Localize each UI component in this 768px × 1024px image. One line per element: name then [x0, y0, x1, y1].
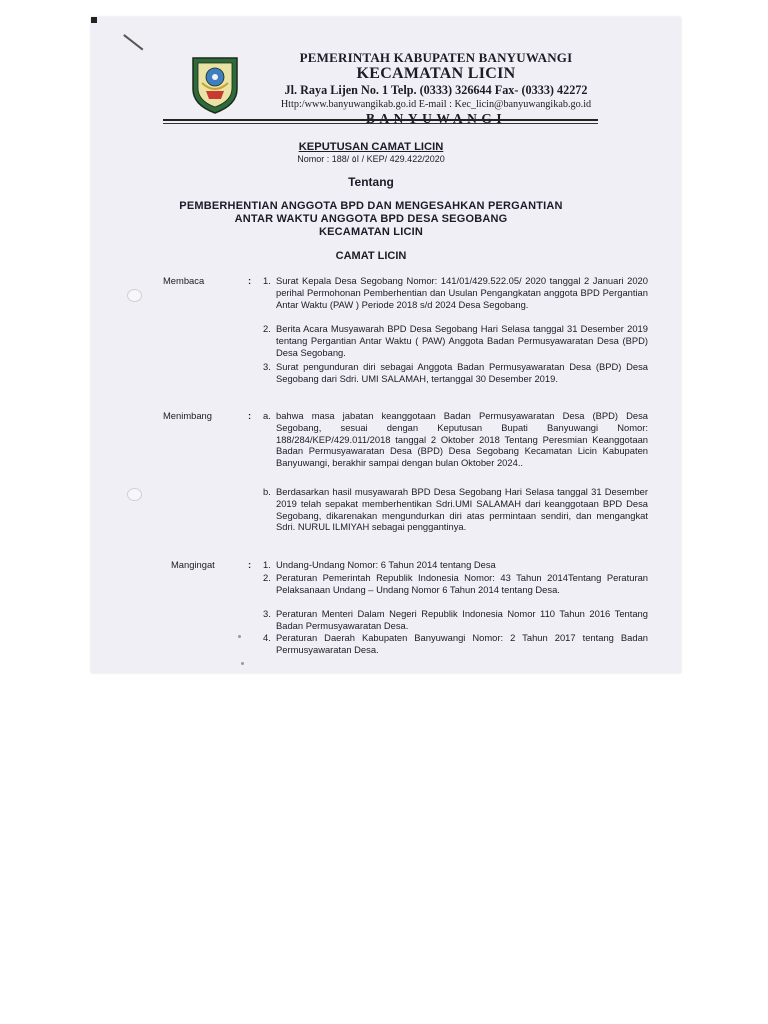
item-text: Berdasarkan hasil musyawarah BPD Desa Segobang Hari Selasa tanggal 31 Desember 2019 telah sepakat memberhentikan Sdri.UMI SALAMAH dari keanggotaan BPD Desa Segobang, dikarenakan mengundurkan diri atas permintaan sendiri, dan mengangkat Sdri. NURUL ILMIYAH sebagai penggantinya. — [276, 486, 648, 533]
item-marker: 3. — [263, 361, 271, 372]
item-marker: b. — [263, 486, 271, 497]
section-colon: : — [248, 275, 252, 286]
item-marker: a. — [263, 410, 271, 421]
speck — [241, 662, 244, 665]
decree-title: KEPUTUSAN CAMAT LICIN — [298, 141, 444, 153]
item-text: Surat Kepala Desa Segobang Nomor: 141/01/429.522.05/ 2020 tanggal 2 Januari 2020 perihal Permohonan Pemberhentian dan Usulan Pengangkatan anggota BPD Pergantian Antar Waktu (PAW ) Periode 2018 s/d 2024 Desa Segobang. — [276, 275, 648, 310]
letterhead-address: Jl. Raya Lijen No. 1 Telp. (0333) 326644 Fax- (0333) 42272 — [284, 83, 588, 97]
corner-mark — [91, 17, 97, 23]
letterhead-district: KECAMATAN LICIN — [356, 65, 516, 82]
decree-tentang: Tentang — [348, 175, 394, 189]
item-marker: 3. — [263, 608, 271, 619]
subject-line-3: KECAMATAN LICIN — [318, 226, 424, 238]
section-label-menimbang: Menimbang — [163, 410, 212, 421]
item-text: Undang-Undang Nomor: 6 Tahun 2014 tentang Desa — [276, 559, 496, 570]
decree-number: Nomor : 188/ ا٥ / KEP/ 429.422/2020 — [297, 154, 445, 164]
item-text: bahwa masa jabatan keanggotaan Badan Permusyawaratan Desa (BPD) Desa Segobang, sesuai dengan Keputusan Bupati Banyuwangi Nomor: 188/284/KEP/429.011/2018 tanggal 2 Oktober 2018 Tentang Peresmian Keanggotaan Badan Permusyawaratan Desa (BPD) Desa Segobang Kecamatan Licin Kabupaten Banyuwangi, berakhir sampai dengan bulan Oktober 2024.. — [276, 410, 648, 469]
item-marker: 1. — [263, 275, 271, 286]
section-colon: : — [248, 559, 252, 570]
section-colon: : — [248, 410, 252, 421]
pen-scratch — [124, 34, 144, 50]
item-text: Peraturan Pemerintah Republik Indonesia Nomor: 43 Tahun 2014Tentang Peraturan Pelaksanaan Undang – Undang Nomor 6 Tahun 2014 tentang Desa. — [276, 572, 648, 595]
section-label-mangingat: Mangingat — [171, 559, 215, 570]
item-marker: 4. — [263, 632, 271, 643]
item-text: Berita Acara Musyawarah BPD Desa Segobang Hari Selasa tanggal 31 Desember 2019 tentang Pergantian Antar Waktu ( PAW) Anggota Badan Permusyawaratan Desa (BPD) Desa Segobang. — [276, 323, 648, 358]
letterhead-web-email: Http:/www.banyuwangikab.go.id E-mail : Kec_licin@banyuwangikab.go.id — [280, 99, 592, 110]
speck — [238, 635, 241, 638]
letterhead — [241, 50, 631, 127]
letterhead-government: PEMERINTAH KABUPATEN BANYUWANGI — [299, 50, 573, 65]
punch-hole — [127, 289, 142, 302]
item-marker: 2. — [263, 572, 271, 583]
section-label-membaca: Membaca — [163, 275, 205, 286]
item-marker: 2. — [263, 323, 271, 334]
decree-subject — [151, 200, 591, 239]
item-text: Peraturan Menteri Dalam Negeri Republik Indonesia Nomor 110 Tahun 2016 Tentang Badan Permusyawaratan Desa. — [276, 608, 648, 631]
punch-hole — [127, 488, 142, 501]
item-text: Surat pengunduran diri sebagai Anggota Badan Permusyawaratan Desa (BPD) Desa Segobang dari Sdri. UMI SALAMAH, tertanggal 30 Desember 2019. — [276, 361, 648, 384]
decree-issuer: CAMAT LICIN — [335, 250, 407, 262]
letterhead-rule-thin — [163, 123, 598, 124]
item-text: Peraturan Daerah Kabupaten Banyuwangi Nomor: 2 Tahun 2017 tentang Badan Permusyawaratan Desa. — [276, 632, 648, 655]
letterhead-rule — [163, 119, 598, 121]
banyuwangi-regency-emblem — [189, 55, 241, 115]
scanned-document-page — [91, 17, 681, 673]
subject-line-2: ANTAR WAKTU ANGGOTA BPD DESA SEGOBANG — [234, 213, 508, 225]
item-marker: 1. — [263, 559, 271, 570]
subject-line-1: PEMBERHENTIAN ANGGOTA BPD DAN MENGESAHKAN PERGANTIAN — [179, 200, 563, 212]
